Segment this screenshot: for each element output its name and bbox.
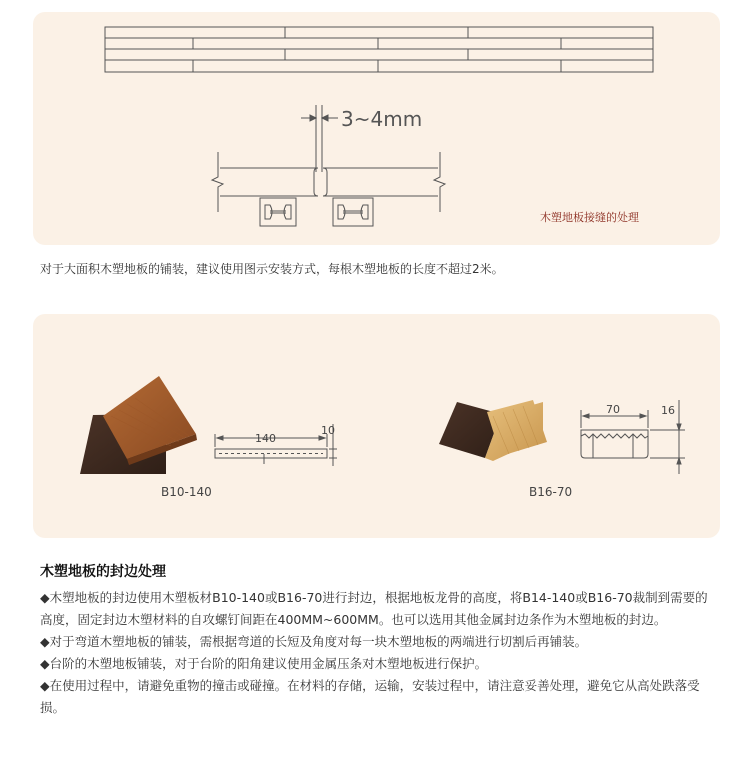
edge-trim-heading: 木塑地板的封边处理 (40, 564, 166, 580)
gap-label: 3~4mm (341, 107, 423, 131)
note-item: ◆对于弯道木塑地板的铺装，需根据弯道的长短及角度对每一块木塑地板的两端进行切割后再铺装。 (40, 634, 588, 649)
product-a-code: B10-140 (161, 485, 212, 499)
product-b-code: B16-70 (529, 485, 573, 499)
note-item: ◆台阶的木塑地板铺装，对于台阶的阳角建议使用金属压条对木塑地板进行保护。 (40, 656, 488, 671)
edge-trim-products-panel (33, 314, 720, 538)
product-b-height-label: 16 (661, 404, 675, 417)
board-cross-section (212, 152, 445, 226)
plank-layout-top-view (105, 27, 653, 72)
product-a-profile-drawing (215, 424, 337, 466)
product-a-sample-image (80, 376, 197, 474)
gap-dimension (301, 105, 338, 172)
product-b-sample-image (439, 400, 547, 461)
product-illustrations (33, 314, 720, 538)
joint-diagram (33, 12, 720, 245)
edge-trim-notes (40, 587, 720, 719)
product-a-height-label: 10 (321, 424, 335, 437)
joint-diagram-panel (33, 12, 720, 245)
diagram-caption: 木塑地板接缝的处理 (540, 211, 639, 224)
installation-description: 对于大面积木塑地板的铺装，建议使用图示安装方式，每根木塑地板的长度不超过2米。 (40, 262, 504, 276)
product-b-width-label: 70 (606, 403, 620, 416)
product-a-width-label: 140 (255, 432, 276, 445)
note-item: ◆木塑地板的封边使用木塑板材B10-140或B16-70进行封边，根据地板龙骨的高度，将B14-140或B16-70裁制到需要的高度，固定封边木塑材料的自攻螺钉间距在400MM~600MM。也可以选用其他金属封边条作为木塑地板的封边。 (40, 590, 708, 627)
note-item: ◆在使用过程中，请避免重物的撞击或碰撞。在材料的存储，运输，安装过程中，请注意妥善处理，避免它从高处跌落受损。 (40, 678, 700, 715)
